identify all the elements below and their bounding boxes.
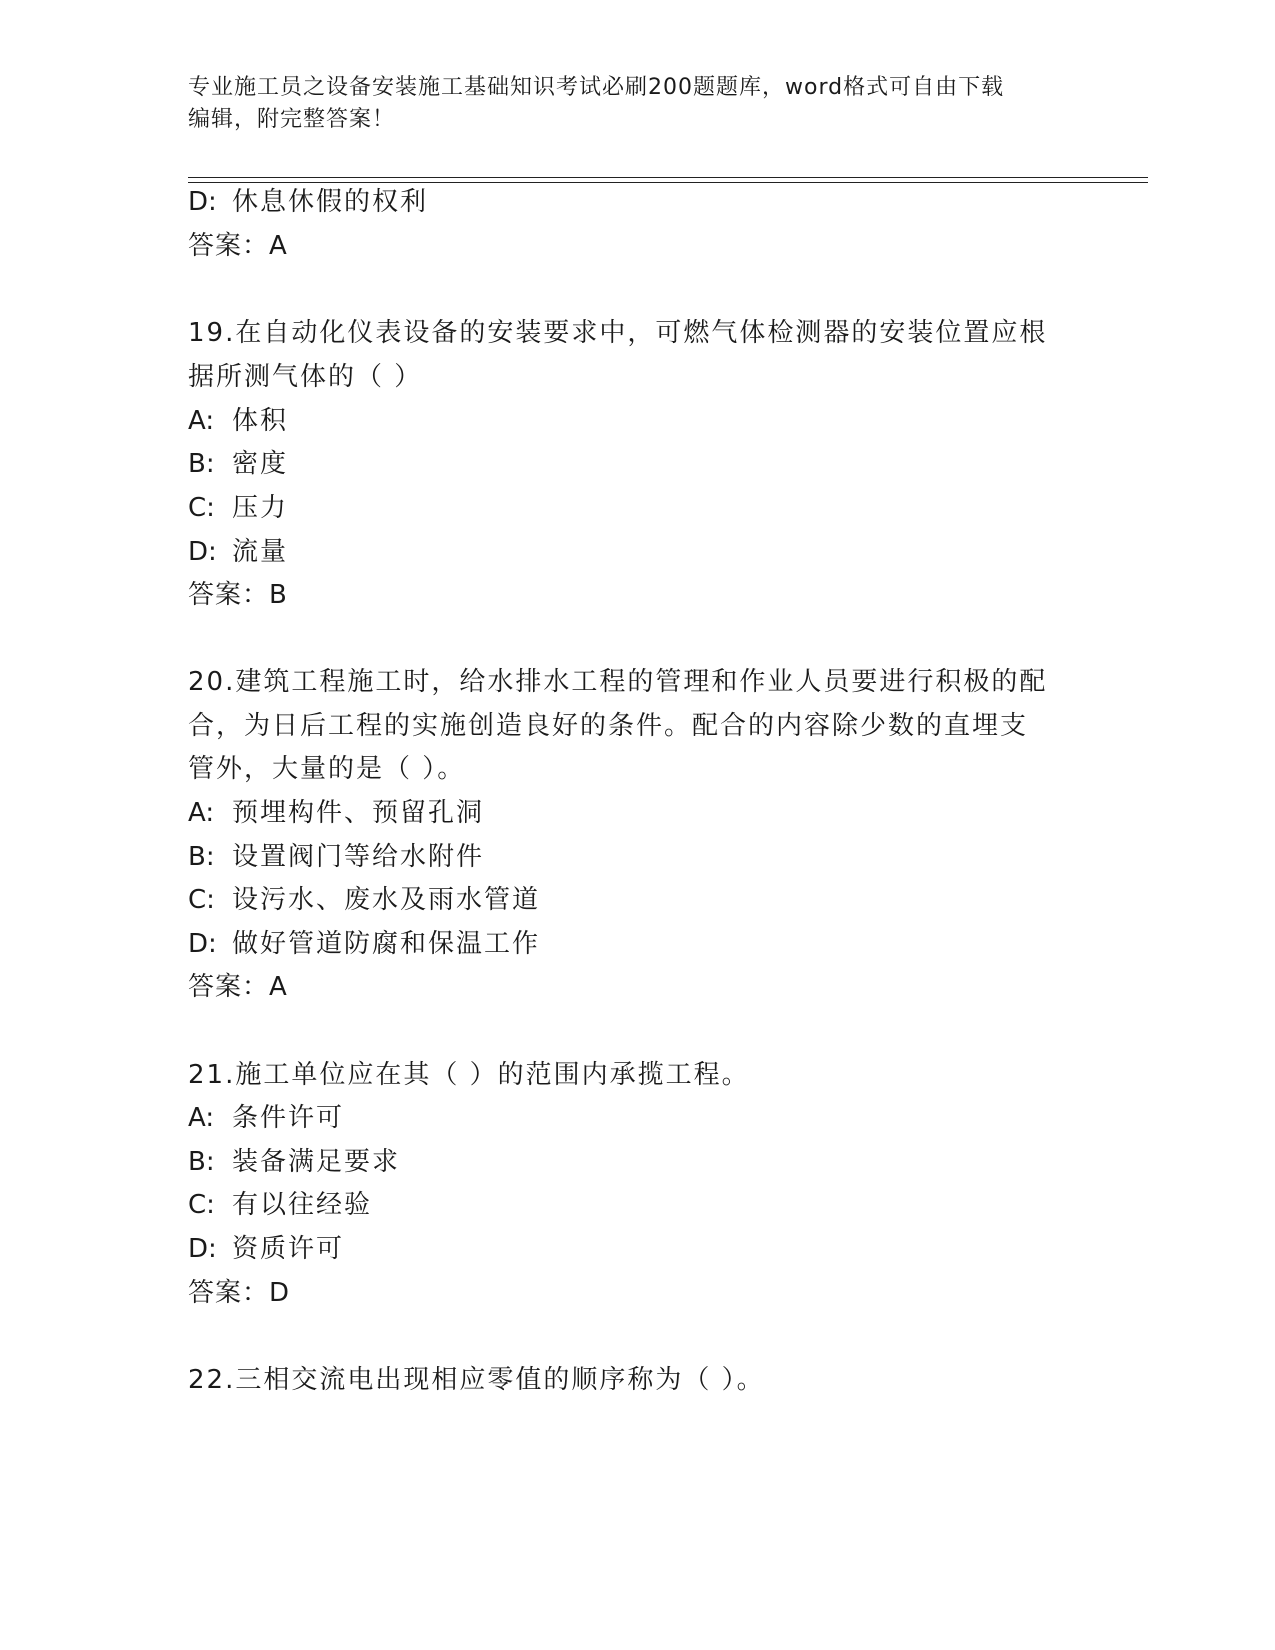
option-label: A: [188, 406, 215, 436]
q20-stem-line-3: 管外，大量的是（ ）。 [188, 754, 466, 784]
q22-stem-line-1: 22.三相交流电出现相应零值的顺序称为（ ）。 [188, 1365, 765, 1395]
option-label: D: [188, 187, 217, 217]
option-label: C: [188, 1190, 215, 1220]
q20-answer: 答案：A [188, 972, 288, 1002]
q21-option-d [188, 1232, 344, 1266]
option-text: 预埋构件、预留孔洞 [232, 798, 485, 828]
option-text: 资质许可 [232, 1234, 345, 1264]
option-text: 条件许可 [232, 1103, 345, 1133]
option-label: C: [188, 885, 215, 915]
option-text: 有以往经验 [232, 1190, 373, 1220]
q20-stem-line-2: 合，为日后工程的实施创造良好的条件。配合的内容除少数的直埋支 [188, 711, 1029, 741]
q19-option-a [188, 404, 288, 438]
option-label: D: [188, 537, 217, 567]
option-text: 体积 [232, 406, 289, 436]
header-line-2: 编辑，附完整答案！ [188, 107, 396, 132]
q19-option-b [188, 447, 288, 481]
option-label: D: [188, 929, 217, 959]
header-line-1: 专业施工员之设备安装施工基础知识考试必刷200题题库，word格式可自由下载 [188, 75, 1005, 100]
q20-option-b [188, 840, 484, 874]
q21-option-a [188, 1101, 344, 1135]
option-text: 做好管道防腐和保温工作 [232, 929, 541, 959]
q18-answer: 答案：A [188, 231, 288, 261]
option-text: 设置阀门等给水附件 [232, 842, 485, 872]
header-divider-secondary [188, 182, 1148, 183]
q20-option-a [188, 796, 484, 830]
option-label: B: [188, 449, 215, 479]
option-text: 装备满足要求 [232, 1147, 401, 1177]
option-label: A: [188, 1103, 215, 1133]
q20-stem-line-1: 20.建筑工程施工时，给水排水工程的管理和作业人员要进行积极的配 [188, 667, 1048, 697]
document-header [188, 72, 1088, 136]
q20-option-d [188, 927, 540, 961]
option-label: B: [188, 1147, 215, 1177]
option-text: 流量 [232, 537, 289, 567]
option-label: C: [188, 493, 215, 523]
q21-stem-line-1: 21.施工单位应在其（ ）的范围内承揽工程。 [188, 1060, 750, 1090]
option-text: 设污水、废水及雨水管道 [232, 885, 541, 915]
q19-option-d [188, 535, 288, 569]
document-page [188, 0, 1148, 1650]
option-text: 密度 [232, 449, 289, 479]
q18-option-d [188, 185, 428, 219]
q21-answer: 答案：D [188, 1278, 291, 1308]
option-label: D: [188, 1234, 217, 1264]
header-divider [188, 177, 1148, 178]
q21-option-b [188, 1145, 400, 1179]
q19-stem-line-2: 据所测气体的（ ） [188, 362, 423, 392]
option-label: A: [188, 798, 215, 828]
option-text: 休息休假的权利 [232, 187, 429, 217]
q19-stem-line-1: 19.在自动化仪表设备的安装要求中，可燃气体检测器的安装位置应根 [188, 318, 1048, 348]
q19-option-c [188, 491, 288, 525]
q20-option-c [188, 883, 540, 917]
option-label: B: [188, 842, 215, 872]
option-text: 压力 [232, 493, 289, 523]
q21-option-c [188, 1188, 372, 1222]
q19-answer: 答案：B [188, 580, 288, 610]
